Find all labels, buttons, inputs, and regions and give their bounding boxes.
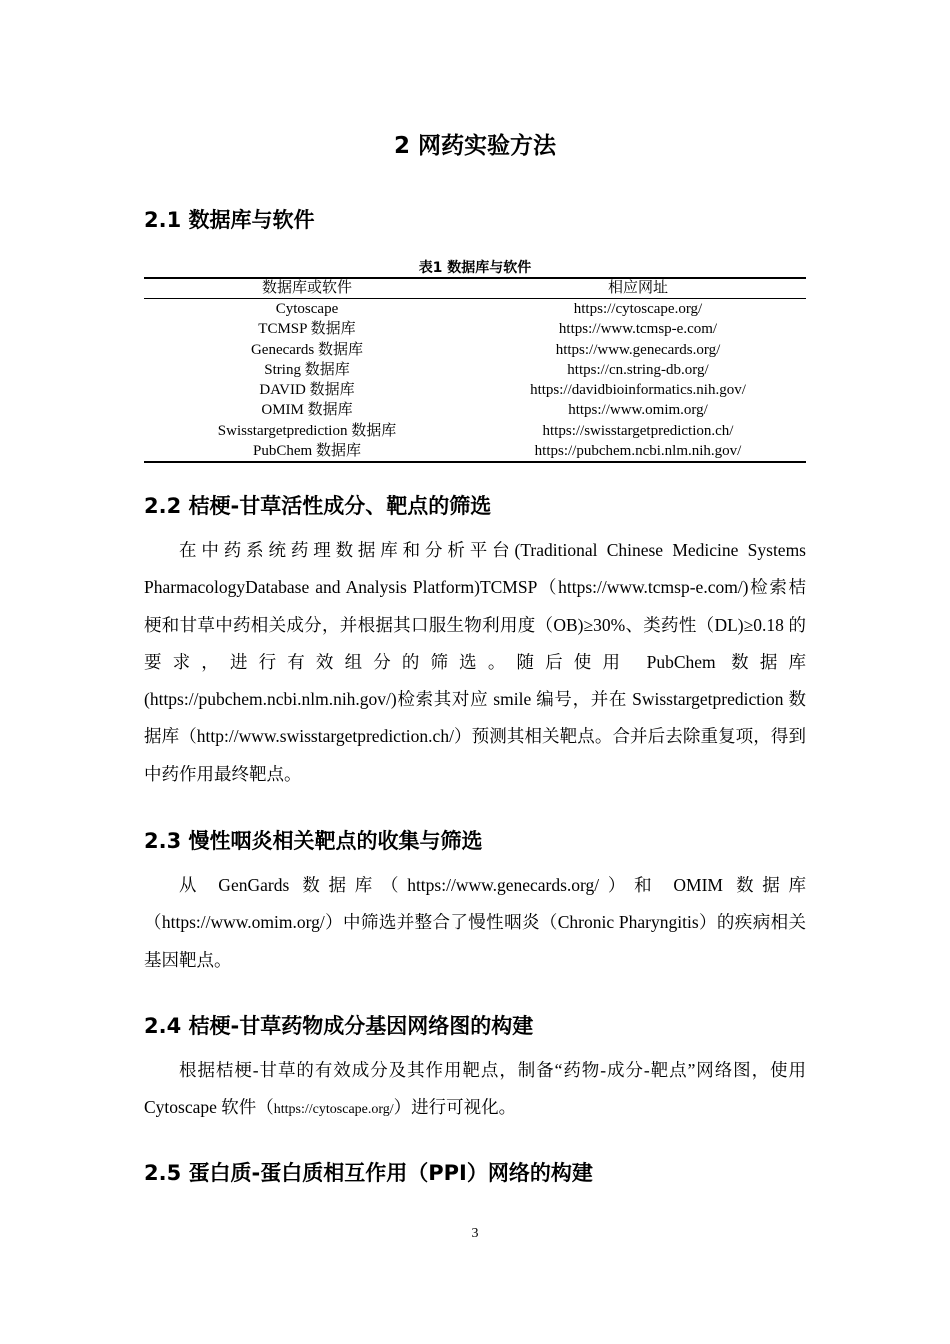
table-row [144, 380, 806, 400]
table-row [144, 319, 806, 339]
section-heading-2-5: 2.5 蛋白质-蛋白质相互作用（PPI）网络的构建 [144, 1161, 593, 1185]
paragraph-2-4-text: 根据桔梗-甘草的有效成分及其作用靶点，制备“药物-成分-靶点”网络图，使用 Cytoscape 软件（ [144, 1060, 806, 1118]
section-heading-2-4: 2.4 桔梗-甘草药物成分基因网络图的构建 [144, 1014, 534, 1038]
table-row [144, 421, 806, 441]
section-heading-2-1: 2.1 数据库与软件 [144, 208, 315, 232]
table-row [144, 400, 806, 420]
table-cell-name: Swisstargetprediction 数据库 [217, 422, 397, 439]
section-heading-2-3: 2.3 慢性咽炎相关靶点的收集与筛选 [144, 829, 483, 853]
column-header-database: 数据库或软件 [144, 278, 470, 299]
table-cell-url: https://www.genecards.org/ [555, 341, 721, 358]
paragraph-2-4 [144, 1052, 806, 1129]
page-number: 3 [471, 1226, 479, 1241]
paragraph-2-4-end: ）进行可视化。 [393, 1097, 517, 1118]
table-row [144, 360, 806, 380]
table-cell-name: Genecards 数据库 [250, 341, 364, 358]
paragraph-2-2: 在中药系统药理数据库和分析平台(Traditional Chinese Medicine Systems PharmacologyDatabase and Analysis Platform)TCMSP（https://www.tcmsp-e.com/)检索桔梗和甘草中药相关成分，并根据其口服生物利用度（OB)≥30%、类药性（DL)≥0.18 的要求，进行有效组分的筛选。随后使用 PubChem 数据库(https://pubchem.ncbi.nlm.nih.gov/)检索其对应 smile 编号，并在 Swisstargetprediction 数据库（http://www.swisstargetprediction.ch/）预测其相关靶点。合并后去除重复项，得到中药作用最终靶点。 [144, 540, 806, 784]
table-header-row [144, 278, 806, 299]
table-cell-url: https://cn.string-db.org/ [567, 361, 709, 378]
table-cell-name: PubChem 数据库 [253, 443, 361, 460]
database-table [144, 277, 806, 463]
cytoscape-url: https://cytoscape.org/ [273, 1102, 394, 1118]
table-row [144, 441, 806, 462]
table-cell-url: https://www.omim.org/ [568, 402, 708, 419]
table-cell-url: https://www.tcmsp-e.com/ [558, 321, 718, 338]
table-cell-name: OMIM 数据库 [261, 402, 353, 419]
table-cell-name: DAVID 数据库 [259, 382, 355, 399]
table-cell-url: https://davidbioinformatics.nih.gov/ [530, 382, 746, 399]
chapter-title: 2 网药实验方法 [393, 133, 556, 159]
table-cell-url: https://pubchem.ncbi.nlm.nih.gov/ [534, 443, 742, 460]
table-cell-name: Cytoscape [275, 301, 339, 317]
section-heading-2-2: 2.2 桔梗-甘草活性成分、靶点的筛选 [144, 494, 492, 518]
table-cell-name: TCMSP 数据库 [258, 321, 356, 338]
table-row [144, 340, 806, 360]
column-header-url: 相应网址 [470, 278, 806, 299]
table-cell-name: String 数据库 [264, 361, 350, 378]
table-cell-url: https://cytoscape.org/ [573, 301, 703, 317]
table-row [144, 299, 806, 320]
table-cell-url: https://swisstargetprediction.ch/ [542, 422, 734, 439]
table-caption: 表1 数据库与软件 [418, 260, 532, 276]
paragraph-2-3: 从 GenGards 数据库（https://www.genecards.org/）和 OMIM 数据库（https://www.omim.org/）中筛选并整合了慢性咽炎（Chronic Pharyngitis）的疾病相关基因靶点。 [144, 875, 806, 970]
